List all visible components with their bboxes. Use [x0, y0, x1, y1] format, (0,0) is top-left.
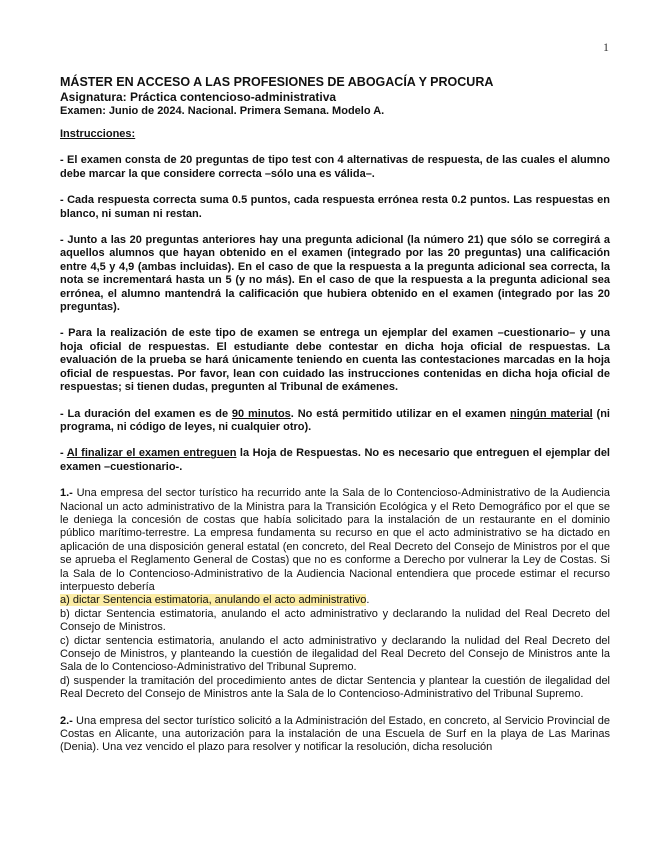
instructions-heading	[60, 128, 610, 141]
question-1-option-a-highlight: a) dictar Sentencia estimatoria, anulando el acto administrativo	[60, 594, 367, 607]
no-material: ningún material	[509, 407, 593, 420]
page-number: 1	[603, 40, 609, 54]
document-title: MÁSTER EN ACCESO A LAS PROFESIONES DE ABOGACÍA Y PROCURA	[60, 75, 494, 89]
delivery-emphasis: Al finalizar el examen entreguen	[66, 447, 237, 460]
question-1-option-c: c) dictar sentencia estimatoria, anulando el acto administrativo y declarando la nulidad del Real Decreto del Consejo de Ministros, y planteando la cuestión de ilegalidad del Real Decreto del Consejo de Ministros ante la Sala de lo Contencioso-Administrativo del Tribunal Supremo.	[60, 634, 610, 674]
duration-text: - La duración del examen es de	[60, 407, 232, 420]
question-2-text: Una empresa del sector turístico solicitó a la Administración del Estado, en concreto, al Servicio Provincial de Costas en Alicante, una autorización para la instalación de una Escuela de Surf en la playa de Las Marinas (Denia). Una vez vencido el plazo para resolver y notificar la resolución, dicha resolución	[60, 714, 610, 754]
question-2	[60, 715, 610, 755]
document-content	[60, 75, 610, 755]
delivery-dash: -	[60, 447, 67, 460]
question-1-option-a-end: .	[366, 594, 370, 607]
question-1	[60, 487, 610, 702]
instruction-paragraph-6	[60, 447, 610, 474]
question-1-option-a	[60, 594, 610, 607]
instructions-heading-text: Instrucciones	[60, 128, 132, 140]
instructions-heading-colon: :	[131, 128, 136, 140]
instruction-paragraph-5	[60, 408, 610, 435]
material-text: . No está permitido utilizar en el examen	[290, 407, 510, 420]
question-1-number: 1.-	[60, 487, 73, 500]
duration-value: 90 minutos	[231, 407, 291, 420]
question-1-option-d: d) suspender la tramitación del procedimiento antes de dictar Sentencia y plantear la cuestión de ilegalidad del Real Decreto del Consejo de Ministros ante la Sala de lo Contencioso-Administrativo del Tribunal Supremo.	[60, 674, 610, 701]
question-2-number: 2.-	[60, 714, 73, 727]
instruction-paragraph-2: - Cada respuesta correcta suma 0.5 puntos, cada respuesta errónea resta 0.2 puntos. Las respuestas en blanco, ni suman ni restan.	[60, 194, 610, 220]
question-2-stem	[60, 715, 610, 755]
exam-line: Examen: Junio de 2024. Nacional. Primera Semana. Modelo A.	[60, 105, 385, 117]
instruction-paragraph-1: - El examen consta de 20 preguntas de tipo test con 4 alternativas de respuesta, de las cuales el alumno debe marcar la que considere correcta –sólo una es válida–.	[60, 154, 610, 180]
delivery-text: la Hoja de Respuestas. No es necesario que entreguen el ejemplar del examen –cuestionario-.	[60, 447, 610, 473]
instruction-paragraph-4: - Para la realización de este tipo de examen se entrega un ejemplar del examen –cuestionario– y una hoja oficial de respuestas. El estudiante debe contestar en dicha hoja oficial de respuestas. La evaluación de la prueba se hará únicamente teniendo en cuenta las contestaciones marcadas en la hoja oficial de respuestas. Por favor, lean con cuidado las instrucciones contenidas en dicha hoja oficial de respuestas; si tienen dudas, pregunten al Tribunal de exámenes.	[60, 327, 610, 394]
subject-line: Asignatura: Práctica contencioso-administrativa	[60, 90, 337, 104]
material-detail: (ni programa, ni código de leyes, ni cualquier otro).	[60, 407, 610, 433]
instruction-paragraph-3: - Junto a las 20 preguntas anteriores hay una pregunta adicional (la número 21) que sólo se corregirá a aquellos alumnos que hayan obtenido en el examen (integrado por las 20 preguntas) una calificación entre 4,5 y 4,9 (ambas incluidas). En el caso de que la respuesta a la pregunta adicional sea correcta, la nota se incrementará hasta un 5 (y no más). En el caso de que la respuesta a la pregunta adicional sea errónea, el alumno mantendrá la calificación que hubiera obtenido en el examen (integrado por las 20 preguntas).	[60, 234, 610, 314]
question-1-stem	[60, 487, 610, 594]
question-1-text: Una empresa del sector turístico ha recurrido ante la Sala de lo Contencioso-Administrativo de la Audiencia Nacional un acto administrativo de la Ministra para la Transición Ecológica y el Reto Demográfico por el que se le deniega la concesión de costas que había solicitado para la instalación de un restaurante en el dominio público marítimo-terrestre. La empresa fundamenta su recurso en que el acto administrativo se ha dictado en aplicación de una disposición general estatal (en concreto, del Real Decreto del Consejo de Ministros por el que se aprueba el Reglamento General de Costas) que no es conforme a Derecho por vulnerar la Ley de Costas. Si la Sala de lo Contencioso-Administrativo de la Audiencia Nacional entendiera que procede estimar el recurso interpuesto debería	[60, 487, 610, 593]
question-1-option-b: b) dictar Sentencia estimatoria, anulando el acto administrativo y declarando la nulidad del Real Decreto del Consejo de Ministros.	[60, 607, 610, 634]
